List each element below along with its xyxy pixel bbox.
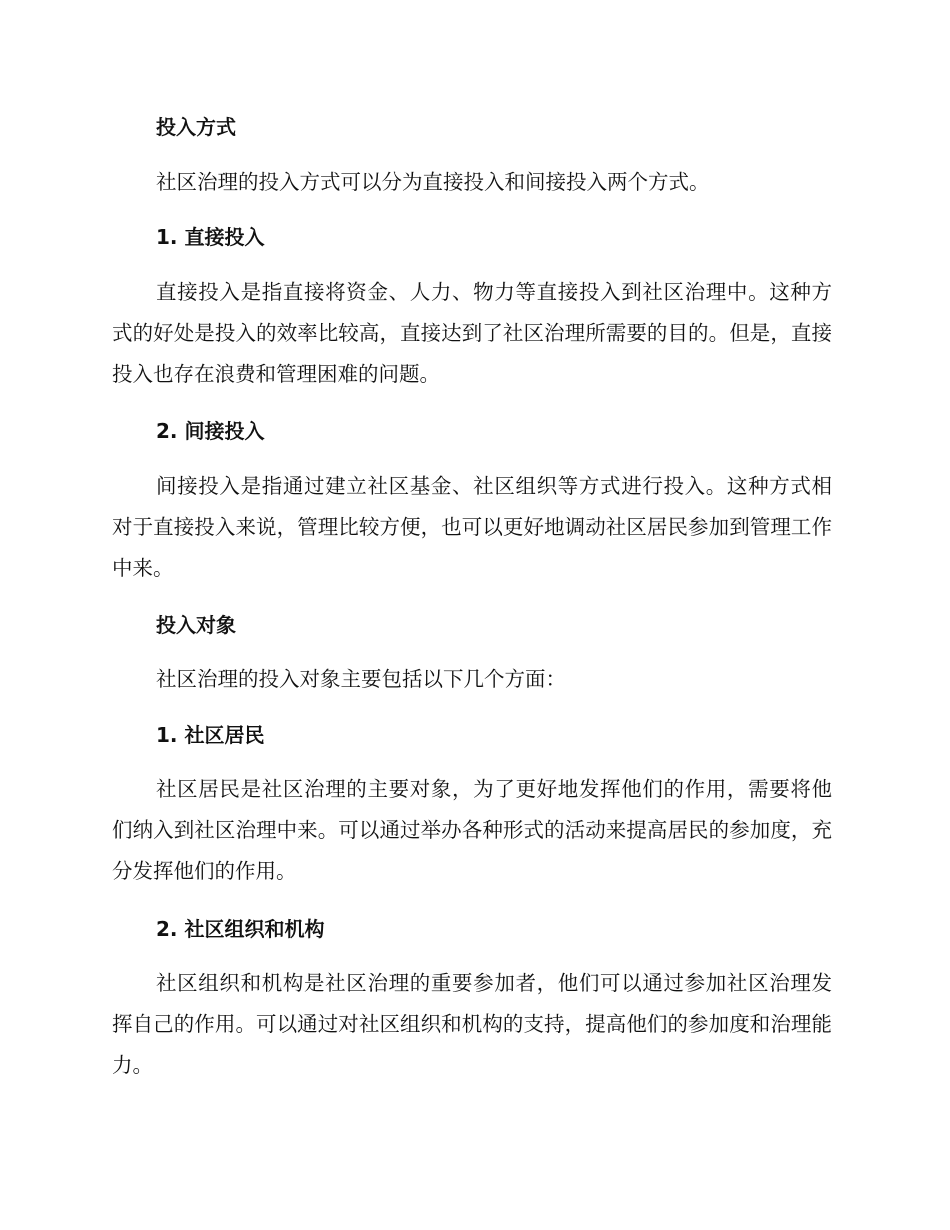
section-heading-investment-target: 投入对象 xyxy=(156,613,236,637)
paragraph-indirect-investment: 间接投入是指通过建立社区基金、社区组织等方式进行投入。这种方式相对于直接投入来说，管理比较方便，也可以更好地调动社区居民参加到管理工作中来。 xyxy=(112,474,832,580)
subheading-indirect-investment: 2. 间接投入 xyxy=(156,419,265,443)
paragraph-investment-method-intro: 社区治理的投入方式可以分为直接投入和间接投入两个方式。 xyxy=(156,170,710,194)
subheading-community-residents: 1. 社区居民 xyxy=(156,723,265,747)
subheading-direct-investment: 1. 直接投入 xyxy=(156,225,265,249)
paragraph-community-residents: 社区居民是社区治理的主要对象，为了更好地发挥他们的作用，需要将他们纳入到社区治理中来。可以通过举办各种形式的活动来提高居民的参加度，充分发挥他们的作用。 xyxy=(112,777,832,883)
subheading-community-organizations: 2. 社区组织和机构 xyxy=(156,917,325,941)
paragraph-investment-target-intro: 社区治理的投入对象主要包括以下几个方面： xyxy=(156,667,566,691)
section-heading-investment-method: 投入方式 xyxy=(156,115,236,139)
paragraph-community-organizations: 社区组织和机构是社区治理的重要参加者，他们可以通过参加社区治理发挥自己的作用。可以通过对社区组织和机构的支持，提高他们的参加度和治理能力。 xyxy=(112,971,832,1077)
paragraph-direct-investment: 直接投入是指直接将资金、人力、物力等直接投入到社区治理中。这种方式的好处是投入的效率比较高，直接达到了社区治理所需要的目的。但是，直接投入也存在浪费和管理困难的问题。 xyxy=(112,280,832,386)
